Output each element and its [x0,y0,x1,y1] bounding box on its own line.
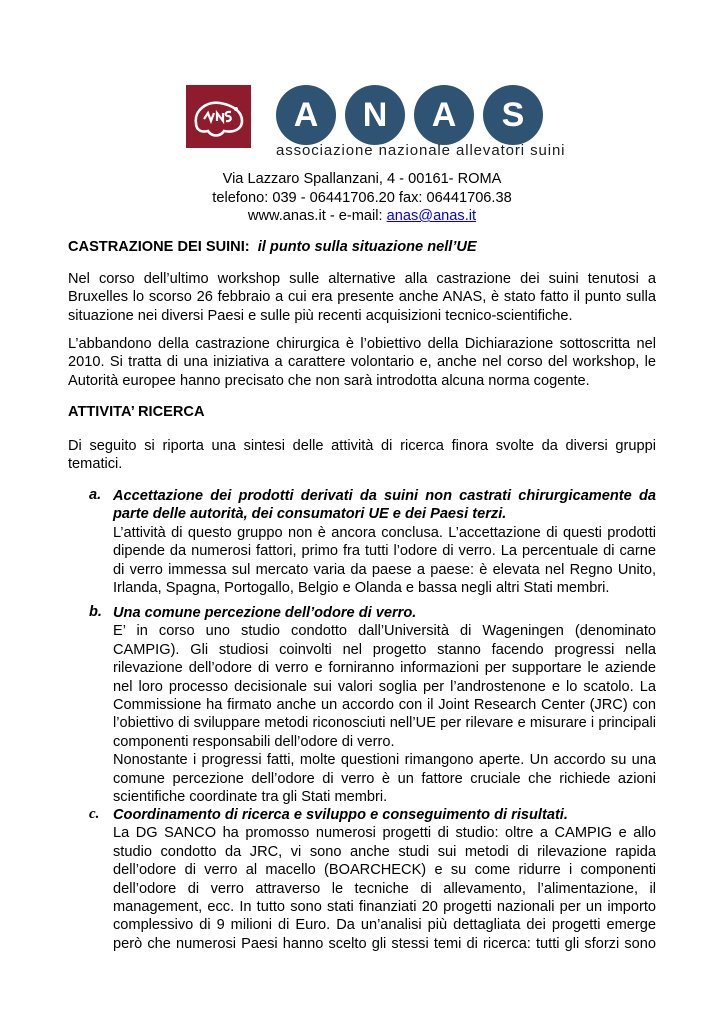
email-link[interactable]: anas@anas.it [386,208,477,224]
list-item-a [89,487,656,597]
item-text-line: dell’odore di verro attraverso le tecniche di allevamento, l’alimentazione, il [113,880,656,897]
logo-letter-a: A [276,85,336,145]
pig-emblem-icon [190,95,248,139]
item-text-line: Commissione ha firmato anche un accordo con il Joint Research Center (JRC) con [113,696,656,713]
item-text-line: L’attività di questo gruppo non è ancora conclusa. L’accettazione di questi prodotti [113,524,656,541]
item-text-line: E’ in corso uno studio condotto dall’Università di Wageningen (denominato [113,623,656,640]
item-text-line: rilevazione dell’odore di verro e forniranno informazioni per supportare le aziende [113,660,656,677]
item-title-line: parte delle autorità, dei consumatori UE e dei Paesi terzi. [113,506,507,523]
item-text-line: l’obiettivo di sviluppare metodi riconosciuti nell’UE per rilevare e misurare i principali [113,715,656,732]
item-text-line: scientifiche coordinate tra gli Stati membri. [113,788,388,805]
item-text-line: comune percezione dell’odore di verro è un fattore cruciale che richiede azioni [113,770,656,787]
list-label: c. [89,806,100,822]
address-web [0,207,724,226]
list-item-b [89,604,656,806]
item-text-line: management, ecc. In tutto sono stati finanziati 20 progetti nazionali per un importo [113,898,656,915]
anas-emblem [186,85,251,148]
item-text-line: componenti responsabili dell’odore di verro. [113,733,395,750]
item-title-line: Accettazione dei prodotti derivati da suini non castrati chirurgicamente da [113,488,656,504]
item-text-line: Irlanda, Spagna, Portogallo, Belgio e Olanda e bassa negli altri Stati membri. [113,579,610,596]
address-block [0,170,724,226]
web-text: www.anas.it - e-mail: [247,208,387,224]
item-text-line: dell’odore di verro al macello (BOARCHECK) e su come ridurre i componenti [113,862,656,879]
item-text-line: complessivo di 9 milioni di Euro. Da un’analisi più dettagliata dei progetti emerge [113,917,656,934]
logo-letter-a2: A [414,85,474,145]
logo-letter-n: N [345,85,405,145]
item-title-line: Una comune percezione dell’odore di verro. [113,605,417,621]
item-text-line: dipende da numerosi fattori, primo fra tutti l’odore di verro. La percentuale di carne [113,543,656,560]
item-text-line: studio condotto da JRC, vi sono anche studi sui metodi di rilevazione rapida [113,843,656,860]
title-sub: il punto sulla situazione nell’UE [257,239,477,255]
address-street: Via Lazzaro Spallanzani, 4 - 00161- ROMA [222,171,502,187]
intro-paragraph [68,437,656,474]
paragraph-1 [68,270,656,325]
section-heading [68,403,656,421]
list-label: a. [89,487,102,503]
logo-letter-s: S [483,85,543,145]
anas-logo [186,85,566,159]
paragraph-2 [68,335,656,390]
title-main: CASTRAZIONE DEI SUINI: [68,239,250,255]
paragraph-line: situazione nei diversi Paesi e sulle più recenti acquisizioni tecnico-scientifiche. [68,307,573,324]
section-heading-text: ATTIVITA’ RICERCA [68,404,205,420]
item-text-line: nel loro processo decisionale sui valori soglia per l’androstenone e lo scatolo. La [113,678,656,695]
document-title [68,238,656,256]
paragraph-line: Nel corso dell’ultimo workshop sulle alternative alla castrazione dei suini tenutosi a [68,271,656,287]
paragraph-line: Autorità europee hanno precisato che non sarà introdotta alcuna norma cogente. [68,372,590,389]
list-label: b. [89,604,102,620]
item-text-line: La DG SANCO ha promosso numerosi progetti di studio: oltre a CAMPIG e allo [113,825,656,842]
item-text-line: Nonostante i progressi fatti, molte questioni rimangono aperte. Un accordo su una [113,752,656,769]
paragraph-line: Bruxelles lo scorso 26 febbraio a cui era presente anche ANAS, è stato fatto il punto sulla [68,289,656,306]
address-phone: telefono: 039 - 06441706.20 fax: 06441706.38 [212,189,512,206]
paragraph-line: Di seguito si riporta una sintesi delle attività di ricerca finora svolte da diversi gruppi [68,438,656,454]
logo-subtitle: associazione nazionale allevatori suini [276,142,566,159]
item-text-line: di verro immessa sul mercato varia da paese a paese: è elevata nel Regno Unito, [113,561,656,578]
paragraph-line: 2010. Si tratta di una iniziativa a carattere volontario e, anche nel corso del workshop, le [68,354,656,371]
paragraph-line: L’abbandono della castrazione chirurgica è l’obiettivo della Dichiarazione sottoscritta nel [68,336,656,352]
item-text-line: CAMPIG). Gli studiosi coinvolti nel progetto stanno facendo progressi nella [113,641,656,658]
paragraph-line: tematici. [68,456,123,473]
list-item-c [89,806,656,953]
item-title-line: Coordinamento di ricerca e sviluppo e conseguimento di risultati. [113,807,568,823]
item-text-line: però che numerosi Paesi hanno scelto gli stessi temi di ricerca: tutti gli sforzi sono [113,935,656,952]
